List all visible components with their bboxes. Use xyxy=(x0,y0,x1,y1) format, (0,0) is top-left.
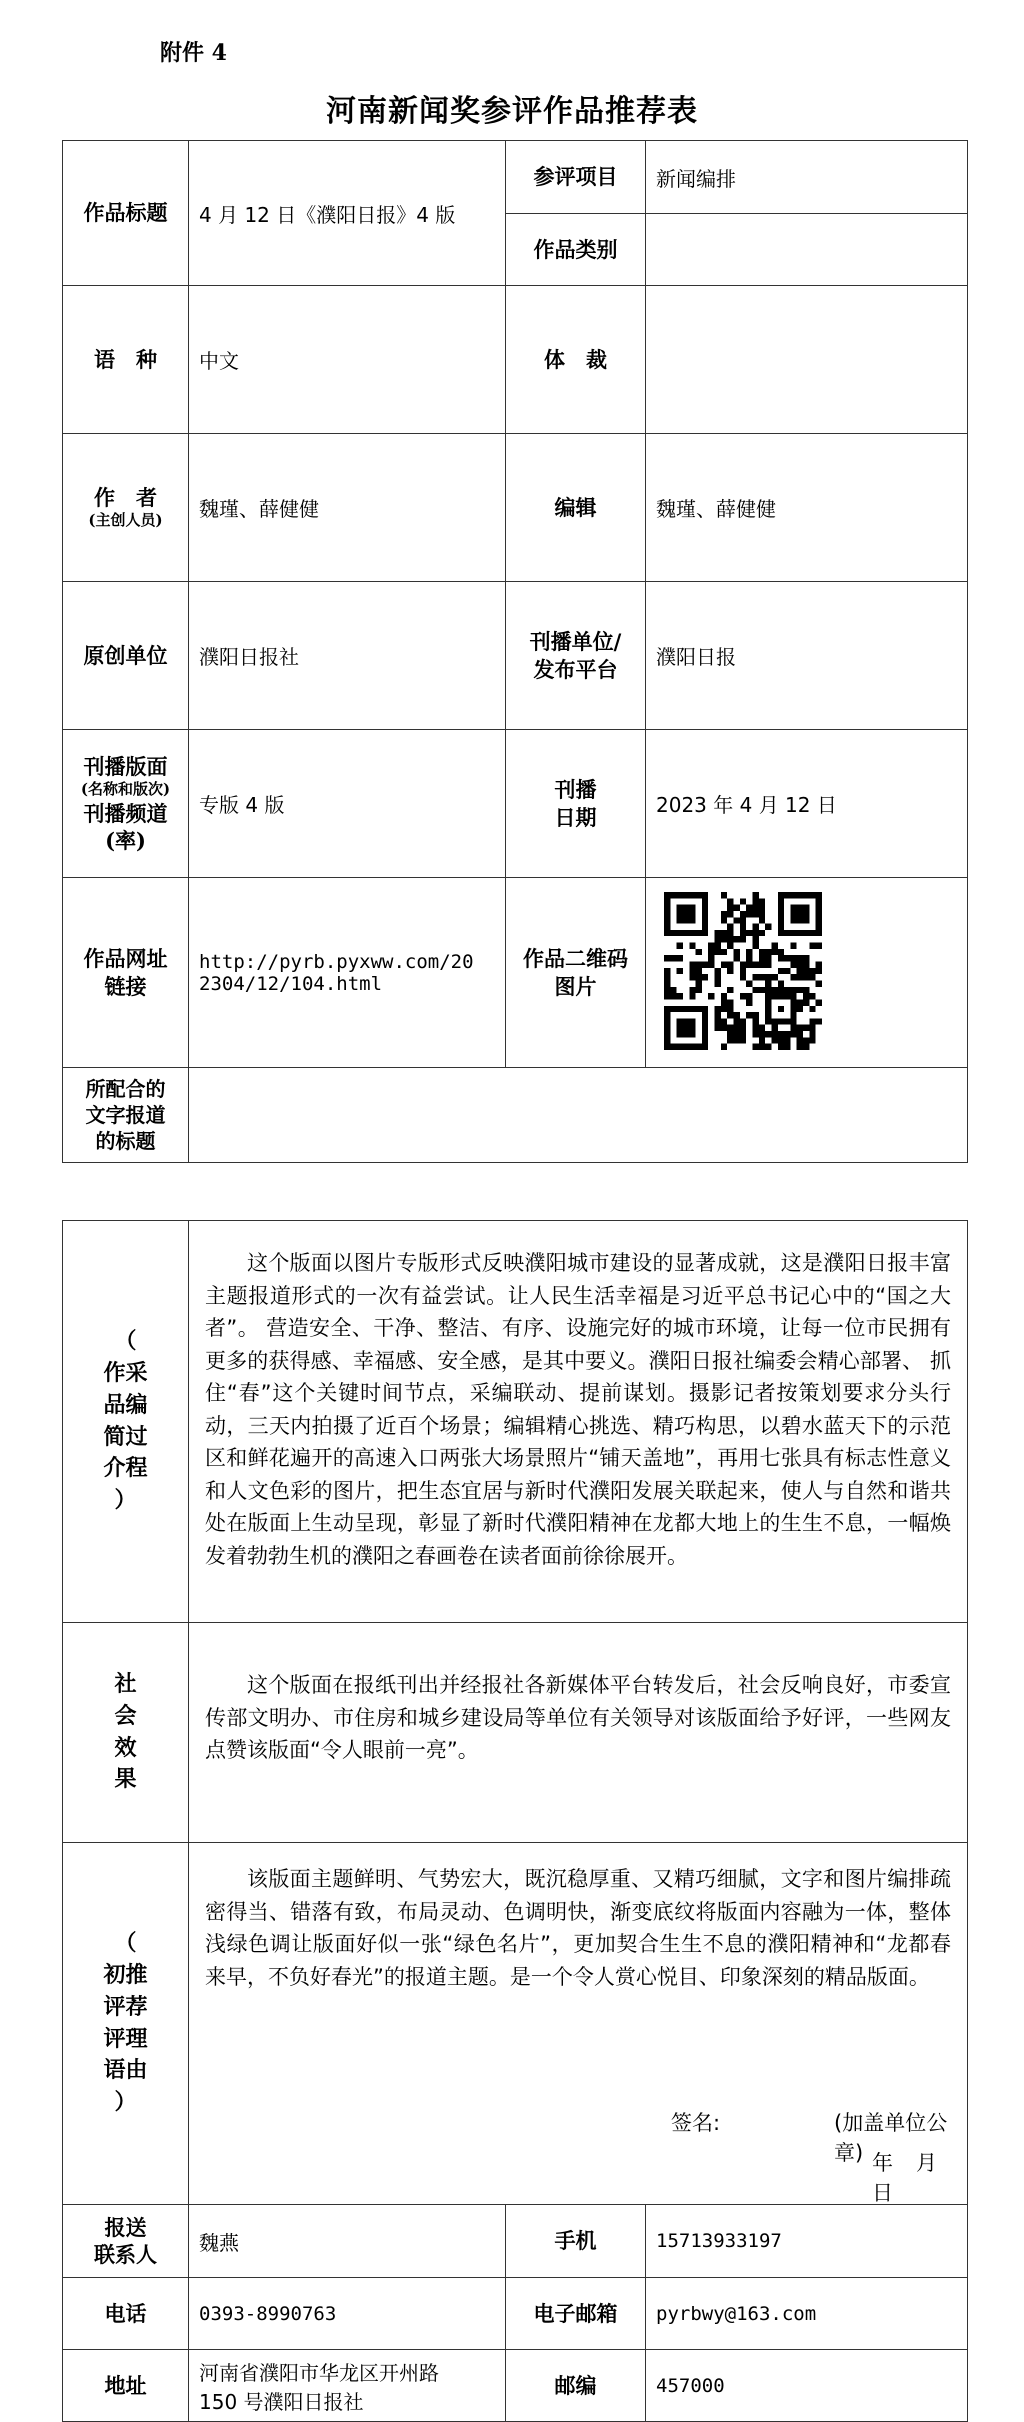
phone-label: 电话 xyxy=(63,2278,189,2350)
related-title-label xyxy=(63,1068,189,1163)
page-label xyxy=(63,730,189,878)
related-title-label-line3: 的标题 xyxy=(95,1129,156,1153)
qr-cell xyxy=(646,878,968,1068)
contact-label xyxy=(63,2205,189,2278)
process-label-l5: 介程 xyxy=(103,1455,148,1482)
effect-label-l1: 社 xyxy=(114,1670,137,1697)
review-label-l6: ） xyxy=(114,2089,137,2116)
original-unit-value: 濮阳日报社 xyxy=(189,582,506,730)
email-value[interactable]: pyrbwy@163.com xyxy=(646,2278,968,2350)
language-label: 语 种 xyxy=(63,286,189,434)
entry-item-value: 新闻编排 xyxy=(646,141,968,214)
mobile-label: 手机 xyxy=(506,2205,646,2278)
review-label-l1: （ xyxy=(114,1929,137,1956)
author-label xyxy=(63,434,189,582)
publish-unit-label-line1: 刊播单位/ xyxy=(529,629,622,655)
contact-label-line2: 联系人 xyxy=(94,2242,157,2267)
url-label-line1: 作品网址 xyxy=(83,946,168,972)
email-label: 电子邮箱 xyxy=(506,2278,646,2350)
date-label-line2: 日期 xyxy=(554,804,597,830)
date-value: 2023 年 4 月 12 日 xyxy=(646,730,968,878)
publish-unit-value: 濮阳日报 xyxy=(646,582,968,730)
original-unit-label: 原创单位 xyxy=(63,582,189,730)
url-value-line2[interactable]: 2304/12/104.html xyxy=(199,972,383,995)
postcode-value: 457000 xyxy=(646,2350,968,2422)
language-value: 中文 xyxy=(189,286,506,434)
date-label xyxy=(506,730,646,878)
process-text: 这个版面以图片专版形式反映濮阳城市建设的显著成就，这是濮阳日报丰富主题报道形式的一次有益尝试。让人民生活幸福是习近平总书记心中的“国之大者”。 营造安全、干净、整洁、有序、设施完好的城市环境，让每一位市民拥有更多的获得感、幸福感、安全感，是其中要义。濮阳日报社编委会精心部署、 抓住“春”这个关键时间节点，采编联动、提前谋划。摄影记者按策划要求分头行动，三天内拍摄了近百个场景；编辑精心挑选、精巧构思，以碧水蓝天下的示范区和鲜花遍开的高速入口两张大场景照片“铺天盖地”，再用七张具有标志性意义和人文色彩的图片，把生态宜居与新时代濮阳发展关联起来，使人与自然和谐共处在版面上生动呈现，彰显了新时代濮阳精神在龙都大地上的生生不息，一幅焕发着勃勃生机的濮阳之春画卷在读者面前徐徐展开。 xyxy=(205,1251,951,1568)
page-label-note: (名称和版次) xyxy=(80,780,171,799)
qr-label-line2: 图片 xyxy=(554,973,597,999)
related-title-label-line2: 文字报道 xyxy=(85,1103,166,1127)
publish-unit-label xyxy=(506,582,646,730)
author-label-text: 作 者 xyxy=(94,485,157,511)
work-title-label: 作品标题 xyxy=(63,141,189,286)
effect-cell xyxy=(189,1623,968,1843)
attachment-label: 附件 4 xyxy=(160,40,227,66)
qr-code-image xyxy=(664,892,822,1050)
address-line1: 河南省濮阳市华龙区开州路 xyxy=(199,2360,439,2385)
author-label-note: (主创人员) xyxy=(88,511,163,530)
effect-label-l4: 果 xyxy=(114,1766,137,1793)
page-label-line2: 刊播频道 xyxy=(83,800,168,826)
review-label xyxy=(63,1843,189,2205)
genre-value xyxy=(646,286,968,434)
signature-label: 签名: xyxy=(671,2111,721,2135)
related-title-value xyxy=(189,1068,968,1163)
process-cell xyxy=(189,1221,968,1623)
work-category-value xyxy=(646,214,968,286)
qr-label xyxy=(506,878,646,1068)
url-label-line2: 链接 xyxy=(104,973,147,999)
review-label-l4: 评理 xyxy=(103,2025,148,2052)
review-text: 该版面主题鲜明、气势宏大，既沉稳厚重、又精巧细腻，文字和图片编排疏密得当、错落有致，布局灵动、色调明快，渐变底纹将版面内容融为一体，整体浅绿色调让版面好似一张“绿色名片”，更加契合生生不息的濮阳精神和“龙都春来早，不负好春光”的报道主题。是一个令人赏心悦目、印象深刻的精品版面。 xyxy=(205,1867,951,1989)
entry-item-label: 参评项目 xyxy=(506,141,646,214)
postcode-label: 邮编 xyxy=(506,2350,646,2422)
signature-date: 年 月 日 xyxy=(872,2151,960,2205)
contact-value: 魏燕 xyxy=(189,2205,506,2278)
page-title: 河南新闻奖参评作品推荐表 xyxy=(326,94,698,129)
review-cell xyxy=(189,1843,968,2205)
url-value-line1[interactable]: http://pyrb.pyxww.com/20 xyxy=(199,950,474,973)
process-label-l2: 作采 xyxy=(103,1359,148,1386)
process-label-l1: （ xyxy=(114,1327,137,1354)
genre-label: 体 裁 xyxy=(506,286,646,434)
editor-value: 魏瑾、薛健健 xyxy=(646,434,968,582)
author-value: 魏瑾、薛健健 xyxy=(189,434,506,582)
page-value: 专版 4 版 xyxy=(189,730,506,878)
editor-label: 编辑 xyxy=(506,434,646,582)
info-table xyxy=(62,140,968,1163)
url-label xyxy=(63,878,189,1068)
effect-label-l3: 效 xyxy=(114,1734,137,1761)
effect-text: 这个版面在报纸刊出并经报社各新媒体平台转发后，社会反响良好，市委宣传部文明办、市住房和城乡建设局等单位有关领导对该版面给予好评，一些网友点赞该版面“令人眼前一亮”。 xyxy=(205,1673,951,1763)
seal-note: (加盖单位公章) xyxy=(834,2111,948,2165)
qr-label-line1: 作品二维码 xyxy=(523,946,628,972)
process-label-l4: 简过 xyxy=(103,1423,148,1450)
contact-label-line1: 报送 xyxy=(104,2214,147,2240)
address-line2: 150 号濮阳日报社 xyxy=(199,2389,364,2414)
work-title-value: 4 月 12 日《濮阳日报》4 版 xyxy=(189,141,506,286)
page-label-line3: (率) xyxy=(105,827,146,853)
process-label-l6: ） xyxy=(114,1487,137,1514)
url-value[interactable] xyxy=(189,878,506,1068)
review-label-l2: 初推 xyxy=(103,1961,148,1988)
effect-label xyxy=(63,1623,189,1843)
date-label-line1: 刊播 xyxy=(554,777,597,803)
page-label-line1: 刊播版面 xyxy=(83,753,168,779)
review-label-l3: 评荐 xyxy=(103,1993,148,2020)
effect-label-l2: 会 xyxy=(114,1702,137,1729)
process-label xyxy=(63,1221,189,1623)
address-label: 地址 xyxy=(63,2350,189,2422)
related-title-label-line1: 所配合的 xyxy=(85,1077,166,1101)
work-category-label: 作品类别 xyxy=(506,214,646,286)
publish-unit-label-line2: 发布平台 xyxy=(533,656,618,682)
review-label-l5: 语由 xyxy=(103,2057,148,2084)
mobile-value: 15713933197 xyxy=(646,2205,968,2278)
phone-value: 0393-8990763 xyxy=(189,2278,506,2350)
evaluation-table xyxy=(62,1220,968,2422)
process-label-l3: 品编 xyxy=(103,1391,148,1418)
